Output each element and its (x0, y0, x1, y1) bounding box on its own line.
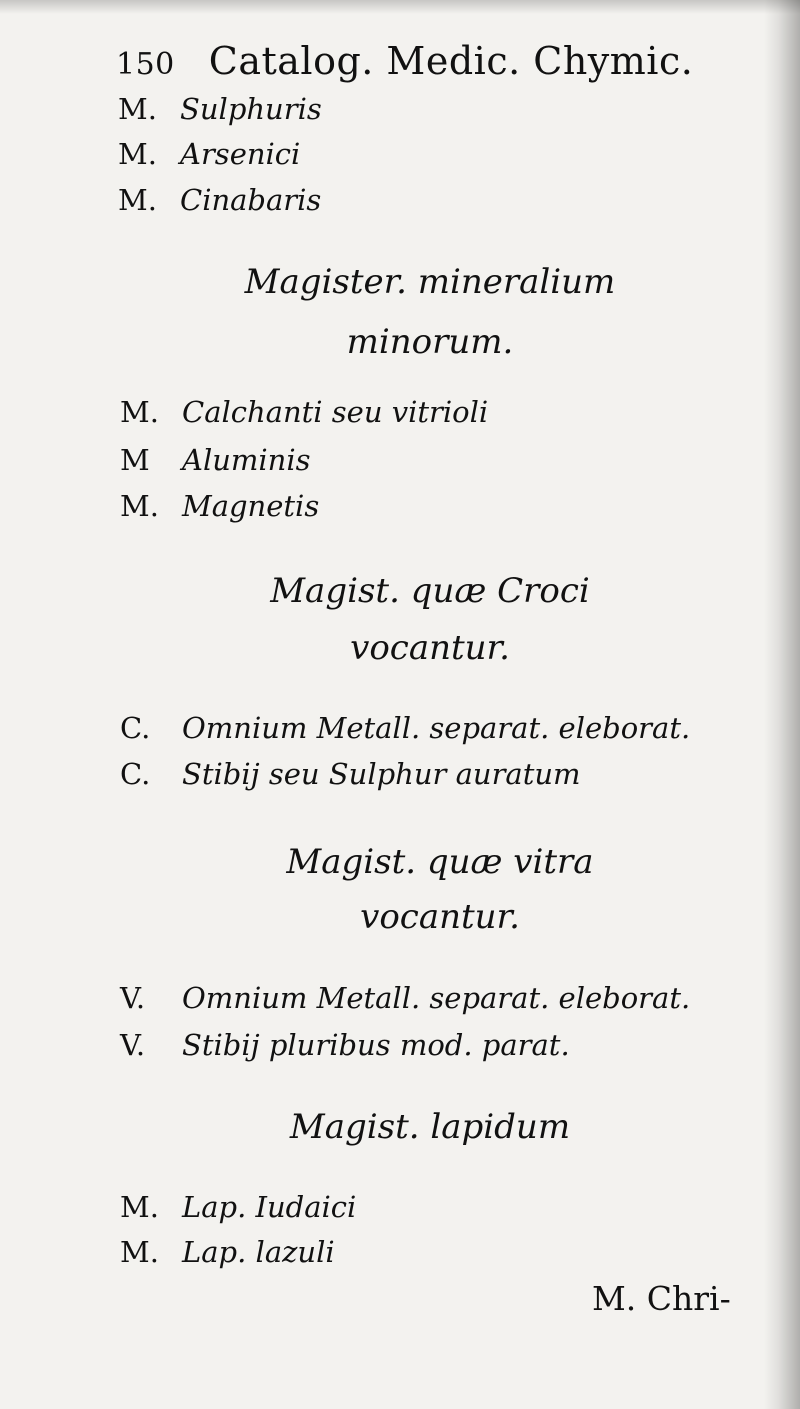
entry-letter: M. (118, 183, 157, 217)
section-heading: vocantur. (350, 628, 510, 668)
entry-name: Lap. Iudaici (182, 1190, 357, 1224)
list-item (118, 92, 322, 126)
page-number: 150 (116, 47, 175, 82)
running-head-title: Catalog. Medic. Chymic. (208, 39, 694, 83)
entry-name: Sulphuris (180, 92, 322, 126)
page-shadow-top (0, 0, 800, 14)
page-shadow-right (764, 0, 800, 1409)
section-heading: minorum. (346, 322, 514, 362)
list-item (120, 489, 320, 523)
entry-name: Calchanti seu vitrioli (182, 395, 489, 429)
list-item (118, 183, 322, 217)
entry-letter: M. (120, 1235, 159, 1269)
entry-name: Lap. lazuli (182, 1235, 335, 1269)
list-item (118, 137, 301, 171)
entry-name: Omnium Metall. separat. eleborat. (182, 711, 691, 745)
entry-letter: C. (120, 711, 151, 745)
entry-letter: V. (120, 1028, 146, 1062)
list-item (120, 1235, 335, 1269)
section-heading: vocantur. (360, 897, 520, 937)
entry-letter: M. (120, 395, 159, 429)
section-heading: Magist. lapidum (289, 1107, 571, 1147)
entry-name: Stibij pluribus mod. parat. (182, 1028, 570, 1062)
entry-letter: M. (118, 92, 157, 126)
entry-letter: M (120, 443, 150, 477)
section-heading: Magist. quæ Croci (270, 571, 590, 611)
catchword: M. Chri- (592, 1279, 731, 1318)
list-item (120, 981, 691, 1015)
entry-name: Omnium Metall. separat. eleborat. (182, 981, 691, 1015)
list-item (120, 711, 691, 745)
entry-letter: V. (120, 981, 146, 1015)
entry-name: Cinabaris (180, 183, 322, 217)
list-item (120, 1028, 570, 1062)
section-heading: Magist. quæ vitra (286, 842, 594, 882)
list-item (120, 395, 489, 429)
entry-letter: M. (120, 489, 159, 523)
section-heading: Magister. mineralium (244, 262, 616, 302)
list-item (120, 443, 311, 477)
entry-name: Stibij seu Sulphur auratum (182, 757, 581, 791)
entry-letter: M. (118, 137, 157, 171)
running-head (116, 39, 694, 83)
entry-letter: C. (120, 757, 151, 791)
entry-name: Arsenici (180, 137, 301, 171)
list-item (120, 757, 581, 791)
entry-name: Magnetis (182, 489, 320, 523)
list-item (120, 1190, 357, 1224)
entry-letter: M. (120, 1190, 159, 1224)
entry-name: Aluminis (182, 443, 311, 477)
